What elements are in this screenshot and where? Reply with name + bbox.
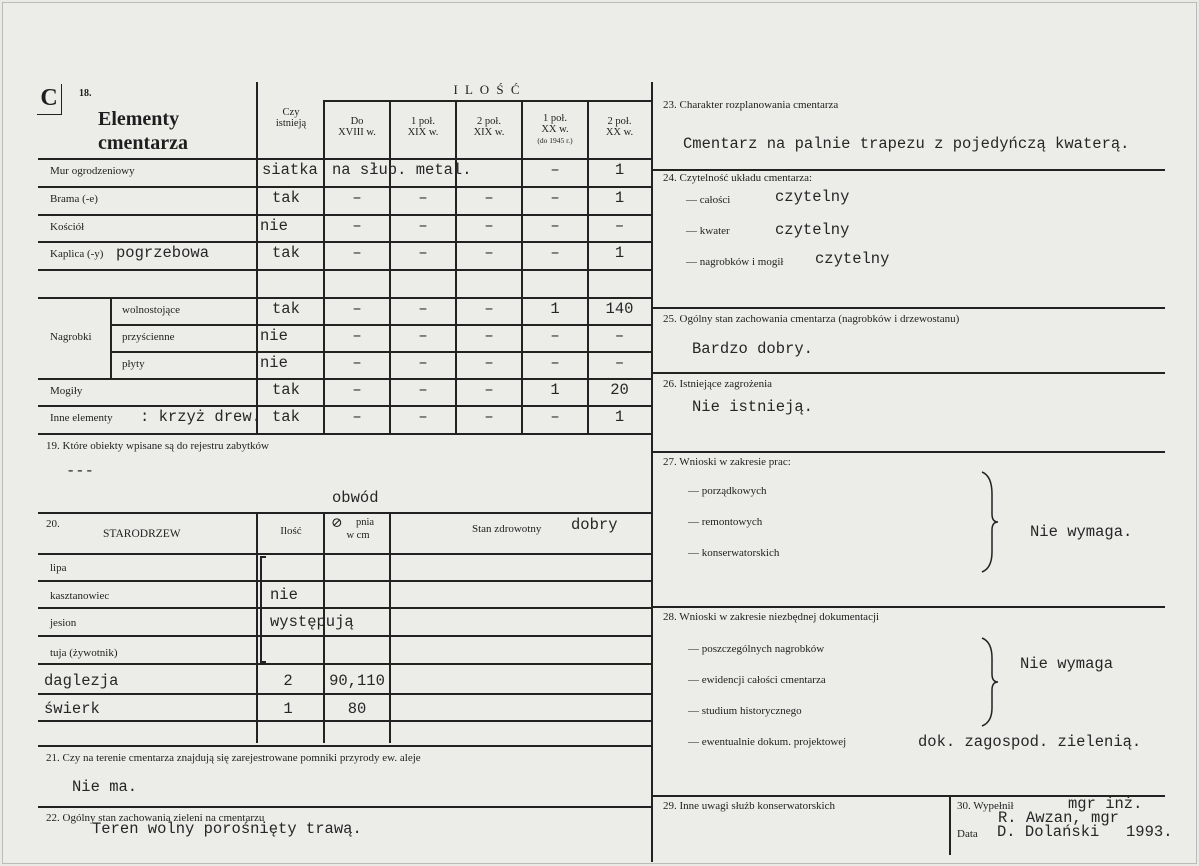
- row-typed-over: na słup. metal.: [332, 161, 472, 179]
- col-head-2a: 1 poł.: [411, 116, 435, 127]
- col-czy-line2: istnieją: [275, 118, 307, 129]
- tree-trunk: 80: [347, 700, 367, 718]
- row-count-cell: –: [550, 161, 560, 179]
- row-count-cell: –: [484, 217, 494, 235]
- row-count-cell: –: [484, 327, 494, 345]
- section28-item1: — poszczególnych nagrobków: [688, 643, 825, 655]
- tree-count: nie: [270, 586, 298, 604]
- row-label: wolnostojące: [122, 304, 181, 316]
- row-count-cell: –: [418, 217, 428, 235]
- row-count-cell: –: [484, 244, 494, 262]
- col-head-4a: 1 poł.: [543, 113, 567, 124]
- date-label: Data: [957, 828, 978, 840]
- tree-trunk: 90,110: [329, 672, 385, 690]
- section28-value: Nie wymaga: [1020, 655, 1114, 673]
- section19-label: 19. Które obiekty wpisane są do rejestru zabytków: [46, 440, 269, 452]
- tree-count: 1: [283, 700, 293, 718]
- row-czy-istnieje: nie: [260, 217, 288, 235]
- tree-name: świerk: [44, 700, 100, 718]
- row-czy-istnieje: tak: [272, 189, 300, 207]
- row-czy-istnieje: tak: [272, 381, 300, 399]
- row-label: Mur ogrodzeniowy: [50, 165, 135, 177]
- filled-by-3: D. Dolański: [997, 823, 1100, 841]
- section-title-line2: cmentarza: [98, 132, 188, 154]
- row-label: przyścienne: [122, 331, 175, 343]
- filled-year: 1993.: [1126, 823, 1173, 841]
- section26-label: 26. Istniejące zagrożenia: [663, 378, 773, 390]
- col-pnia-line1: pnia: [355, 517, 375, 528]
- row-count-cell: –: [614, 354, 625, 372]
- row-count-cell: 1: [614, 189, 625, 207]
- section27-label: 27. Wnioski w zakresie prac:: [663, 456, 791, 468]
- tree-name: tuja (żywotnik): [50, 647, 118, 659]
- row-count-cell: 140: [605, 300, 634, 318]
- row-czy-istnieje: tak: [272, 408, 300, 426]
- row-label: Inne elementy: [50, 412, 113, 424]
- row-label: Mogiły: [50, 385, 83, 397]
- row-czy-istnieje: tak: [272, 244, 300, 262]
- section24-label: 24. Czytelność układu cmentarza:: [663, 172, 813, 184]
- row-count-cell: 1: [550, 381, 560, 399]
- row-count-cell: 1: [550, 300, 560, 318]
- section23-value: Cmentarz na palnie trapezu z pojedyńczą kwaterą.: [683, 135, 1130, 153]
- col-head-3b: XIX w.: [473, 127, 505, 138]
- row-count-cell: 1: [614, 408, 625, 426]
- section25-value: Bardzo dobry.: [692, 340, 813, 358]
- section24-item1: — całości: [686, 194, 731, 206]
- row-count-cell: 1: [614, 244, 625, 262]
- row-label: Kościół: [50, 221, 85, 233]
- section28-value-last: dok. zagospod. zielenią.: [918, 733, 1142, 751]
- section24-item2: — kwater: [686, 225, 730, 237]
- section-title-line1: Elementy: [98, 108, 180, 130]
- row-label: płyty: [122, 358, 145, 370]
- section24-value1: czytelny: [775, 188, 850, 206]
- section25-label: 25. Ogólny stan zachowania cmentarza (nagrobków i drzewostanu): [663, 313, 960, 325]
- col-head-4b: XX w.: [541, 124, 569, 135]
- tree-name: kasztanowiec: [50, 590, 110, 602]
- tree-name: daglezja: [44, 672, 119, 690]
- filled-by-1: mgr inż.: [1068, 795, 1143, 813]
- row-count-cell: –: [418, 189, 428, 207]
- row-label: Brama (-e): [50, 193, 98, 205]
- tree-name: lipa: [50, 562, 67, 574]
- row-count-cell: –: [484, 408, 494, 426]
- row-count-cell: –: [418, 244, 428, 262]
- row-typed-label: pogrzebowa: [116, 244, 210, 262]
- section21-value: Nie ma.: [72, 778, 138, 796]
- section28-item4: — ewentualnie dokum. projektowej: [688, 736, 847, 748]
- row-count-cell: –: [418, 354, 428, 372]
- row-count-cell: –: [418, 408, 428, 426]
- section27-item2: — remontowych: [688, 516, 763, 528]
- tree-count: występują: [270, 613, 354, 631]
- section20-title: STARODRZEW: [103, 528, 181, 540]
- row-count-cell: –: [418, 327, 428, 345]
- row-count-cell: –: [614, 217, 625, 235]
- row-count-cell: –: [352, 300, 362, 318]
- col-head-1b: XVIII w.: [338, 127, 376, 138]
- section19-value: ---: [66, 462, 94, 480]
- diameter-symbol-icon: ⊘: [331, 516, 343, 531]
- section28-label: 28. Wnioski w zakresie niezbędnej dokumentacji: [663, 611, 880, 623]
- row-czy-istnieje: nie: [260, 327, 288, 345]
- section24-value3: czytelny: [815, 250, 890, 268]
- row-count-cell: –: [418, 381, 428, 399]
- col-czy-line1: Czy: [282, 107, 300, 118]
- row-czy-istnieje: siatka: [262, 161, 318, 179]
- row-czy-istnieje: nie: [260, 354, 288, 372]
- col-head-5a: 2 poł.: [607, 116, 632, 127]
- typed-obwod: obwód: [332, 489, 379, 507]
- row-count-cell: –: [352, 327, 362, 345]
- row-count-cell: –: [484, 300, 494, 318]
- row-count-cell: –: [352, 244, 362, 262]
- section30-label: 30. Wypełnił: [957, 800, 1014, 812]
- row-czy-istnieje: tak: [272, 300, 300, 318]
- brace-28-icon: [978, 636, 1004, 728]
- section29-label: 29. Inne uwagi służb konserwatorskich: [663, 800, 835, 812]
- row-count-cell: –: [550, 354, 560, 372]
- col-head-1a: Do: [350, 116, 364, 127]
- section28-item2: — ewidencji całości cmentarza: [688, 674, 826, 686]
- section-number: 18.: [79, 88, 92, 99]
- tree-name: jesion: [50, 617, 77, 629]
- row-count-cell: 1: [614, 161, 625, 179]
- row-typed-label: : krzyż drew.: [140, 408, 261, 426]
- section28-item3: — studium historycznego: [688, 705, 802, 717]
- typed-stan: dobry: [571, 516, 618, 534]
- row-count-cell: –: [614, 327, 625, 345]
- row-count-cell: –: [484, 189, 494, 207]
- nagrobki-label: Nagrobki: [50, 331, 92, 343]
- col-head-5b: XX w.: [605, 127, 634, 138]
- row-count-cell: –: [352, 354, 362, 372]
- brace-27-icon: [978, 470, 1004, 574]
- row-count-cell: –: [550, 244, 560, 262]
- section21-label: 21. Czy na terenie cmentarza znajdują się zarejestrowane pomniki przyrody ew. aleje: [46, 752, 421, 764]
- col-pnia-line2: w cm: [346, 530, 370, 541]
- col-head-4c: (do 1945 r.): [537, 136, 573, 145]
- row-count-cell: –: [550, 327, 560, 345]
- section22-value: Teren wolny porośnięty trawą.: [92, 820, 362, 838]
- section24-item3: — nagrobków i mogił: [686, 256, 784, 268]
- col-stan: Stan zdrowotny: [472, 523, 542, 535]
- row-count-cell: 20: [610, 381, 629, 399]
- section22-label: 22. Ogólny stan zachowania zieleni na cmentarzu: [46, 812, 265, 824]
- col-head-2b: XIX w.: [407, 127, 439, 138]
- col-head-3a: 2 poł.: [477, 116, 501, 127]
- col-ilosc: Ilość: [280, 525, 302, 537]
- tree-count: 2: [283, 672, 293, 690]
- section27-item3: — konserwatorskich: [688, 547, 780, 559]
- row-count-cell: –: [352, 381, 362, 399]
- section26-value: Nie istnieją.: [692, 398, 813, 416]
- section24-value2: czytelny: [775, 221, 850, 239]
- row-label: Kaplica (-y): [50, 248, 104, 260]
- card-letter-box: C: [37, 84, 62, 115]
- row-count-cell: –: [418, 300, 428, 318]
- filled-by-2: R. Awzan, mgr: [998, 809, 1119, 827]
- section23-label: 23. Charakter rozplanowania cmentarza: [663, 99, 839, 111]
- section20-number: 20.: [46, 518, 60, 530]
- row-count-cell: –: [484, 381, 494, 399]
- row-count-cell: –: [550, 408, 560, 426]
- section27-value: Nie wymaga.: [1030, 523, 1133, 541]
- row-count-cell: –: [550, 189, 560, 207]
- row-count-cell: –: [352, 217, 362, 235]
- row-count-cell: –: [550, 217, 560, 235]
- row-count-cell: –: [484, 354, 494, 372]
- ilosc-header: I L O Ś Ć: [453, 82, 522, 97]
- section27-item1: — porządkowych: [688, 485, 767, 497]
- row-count-cell: –: [352, 408, 362, 426]
- row-count-cell: –: [352, 189, 362, 207]
